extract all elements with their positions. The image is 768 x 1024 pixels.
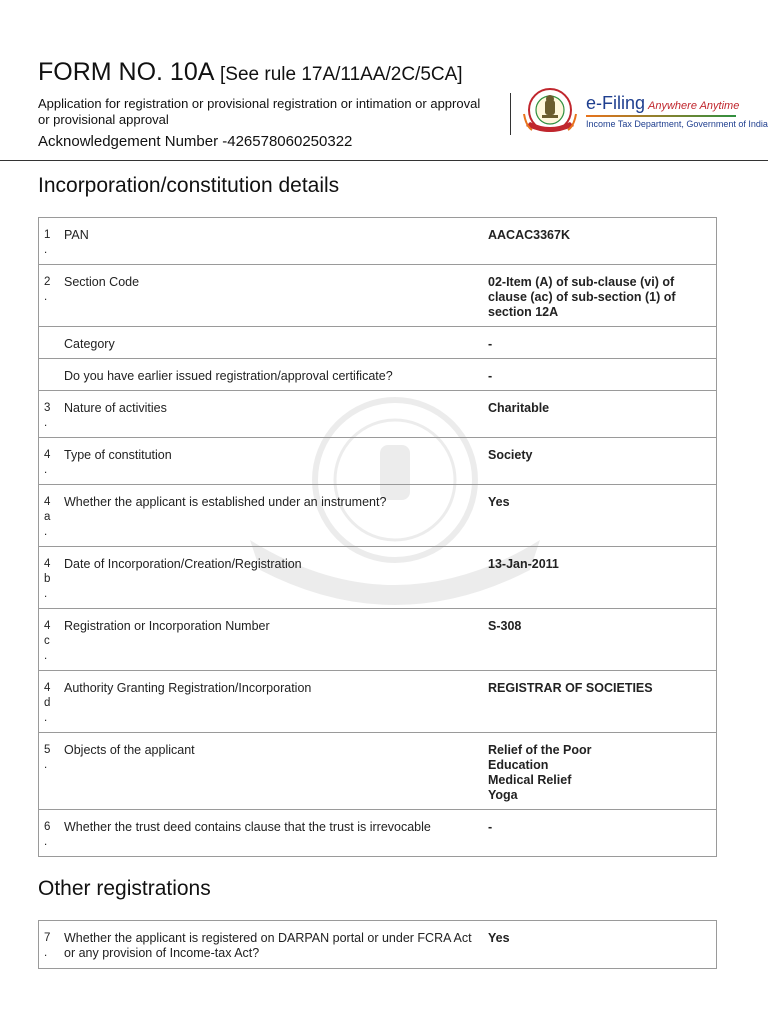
efiling-logo <box>586 93 768 129</box>
row-value <box>488 733 717 810</box>
efiling-underline <box>586 115 736 117</box>
table-row <box>39 921 717 969</box>
row-number <box>39 327 59 359</box>
row-number-part: 4 <box>44 558 51 570</box>
row-value <box>488 810 717 857</box>
row-value-line: Yes <box>488 495 510 509</box>
row-number-part: . <box>44 836 48 848</box>
row-label: Whether the applicant is registered on DARPAN portal or under FCRA Act or any provision of Income-tax Act? <box>58 921 488 969</box>
income-tax-emblem-icon <box>520 86 580 138</box>
form-subtitle: Application for registration or provisional registration or intimation or approval or provisional approval <box>38 96 481 127</box>
row-value-line: S-308 <box>488 619 522 633</box>
row-value <box>488 609 717 671</box>
row-number-part: . <box>44 759 48 771</box>
section-title-incorporation: Incorporation/constitution details <box>38 174 340 197</box>
row-label: Nature of activities <box>58 391 488 438</box>
other-registrations-table <box>38 920 717 969</box>
row-value-line: section 12A <box>488 305 559 319</box>
row-number-part: b <box>44 573 51 585</box>
row-value-line: - <box>488 337 493 351</box>
efiling-department: Income Tax Department, Government of India <box>586 119 768 129</box>
row-number-part: 4 <box>44 682 51 694</box>
row-number-part: 4 <box>44 449 51 461</box>
row-number <box>39 218 59 265</box>
row-number <box>39 810 59 857</box>
row-number-part: . <box>44 712 48 724</box>
table-row <box>39 265 717 327</box>
row-value <box>488 391 717 438</box>
row-value <box>488 485 717 547</box>
row-number-part: . <box>44 947 48 959</box>
row-value-line: REGISTRAR OF SOCIETIES <box>488 681 653 695</box>
row-label: Do you have earlier issued registration/approval certificate? <box>58 359 488 391</box>
row-number-part: . <box>44 464 48 476</box>
incorporation-details-table <box>38 217 717 857</box>
table-row <box>39 547 717 609</box>
row-value-line: clause (ac) of sub-section (1) of <box>488 290 676 304</box>
row-number <box>39 438 59 485</box>
row-value-line: - <box>488 369 493 383</box>
acknowledgement-number: Acknowledgement Number -426578060250322 <box>38 133 353 150</box>
row-value <box>488 921 717 969</box>
logo-divider <box>510 93 511 135</box>
row-number <box>39 921 59 969</box>
row-value-line: AACAC3367K <box>488 228 570 242</box>
row-number <box>39 671 59 733</box>
row-number <box>39 733 59 810</box>
row-value-line: 02-Item (A) of sub-clause (vi) of <box>488 275 675 289</box>
row-value <box>488 438 717 485</box>
row-number-part: . <box>44 244 48 256</box>
row-number-part: c <box>44 635 50 647</box>
row-value-line: 13-Jan-2011 <box>488 557 559 571</box>
row-label: Authority Granting Registration/Incorporation <box>58 671 488 733</box>
row-label: Whether the trust deed contains clause that the trust is irrevocable <box>58 810 488 857</box>
row-number <box>39 547 59 609</box>
row-number-part: 2 <box>44 276 51 288</box>
row-number-part: . <box>44 526 48 538</box>
row-value-line: Society <box>488 448 533 462</box>
form-header <box>0 0 768 161</box>
row-number-part: a <box>44 511 51 523</box>
row-number-part: 7 <box>44 932 51 944</box>
row-number-part: . <box>44 291 48 303</box>
row-value <box>488 327 717 359</box>
form-rule: [See rule 17A/11AA/2C/5CA] <box>220 64 463 85</box>
efiling-brand: e-Filing <box>586 93 646 113</box>
row-value-line: Yes <box>488 931 510 945</box>
row-number-part: 4 <box>44 496 51 508</box>
row-number <box>39 609 59 671</box>
row-number-part: 3 <box>44 402 51 414</box>
row-number <box>39 359 59 391</box>
row-number <box>39 265 59 327</box>
row-number <box>39 391 59 438</box>
table-row <box>39 485 717 547</box>
table-row <box>39 810 717 857</box>
table-row <box>39 671 717 733</box>
table-row <box>39 438 717 485</box>
row-value <box>488 218 717 265</box>
row-number-part: . <box>44 588 48 600</box>
table-row <box>39 609 717 671</box>
row-label: Category <box>58 327 488 359</box>
section-title-other-registrations: Other registrations <box>38 877 211 900</box>
row-label: Date of Incorporation/Creation/Registration <box>58 547 488 609</box>
row-value <box>488 265 717 327</box>
row-number-part: 1 <box>44 229 51 241</box>
row-value-line: Medical Relief <box>488 773 572 787</box>
row-label: Section Code <box>58 265 488 327</box>
row-value-line: Yoga <box>488 788 518 802</box>
row-value-line: Relief of the Poor <box>488 743 592 757</box>
row-value-line: - <box>488 820 493 834</box>
row-value-line: Charitable <box>488 401 550 415</box>
row-value <box>488 671 717 733</box>
row-label: Whether the applicant is established under an instrument? <box>58 485 488 547</box>
table-row <box>39 359 717 391</box>
row-number <box>39 485 59 547</box>
row-label: PAN <box>58 218 488 265</box>
row-value <box>488 359 717 391</box>
row-number-part: 6 <box>44 821 51 833</box>
form-title <box>38 58 463 87</box>
row-label: Objects of the applicant <box>58 733 488 810</box>
table-row <box>39 327 717 359</box>
table-row <box>39 218 717 265</box>
form-number: FORM NO. 10A <box>38 58 214 86</box>
row-number-part: . <box>44 417 48 429</box>
row-number-part: 5 <box>44 744 51 756</box>
row-number-part: . <box>44 650 48 662</box>
row-label: Type of constitution <box>58 438 488 485</box>
efiling-tagline: Anywhere Anytime <box>648 100 740 112</box>
table-row <box>39 733 717 810</box>
row-number-part: d <box>44 697 51 709</box>
table-row <box>39 391 717 438</box>
row-value-line: Education <box>488 758 549 772</box>
row-label: Registration or Incorporation Number <box>58 609 488 671</box>
row-value <box>488 547 717 609</box>
row-number-part: 4 <box>44 620 51 632</box>
